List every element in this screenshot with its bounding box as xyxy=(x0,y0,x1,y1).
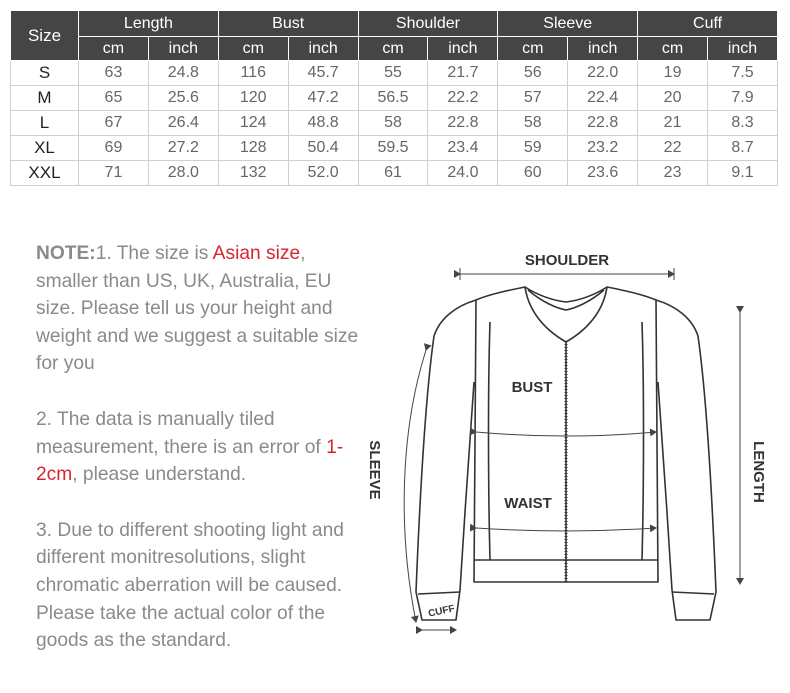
measurement-cell: 8.7 xyxy=(708,136,778,161)
sleeve-label: SLEEVE xyxy=(366,440,383,500)
size-cell: L xyxy=(11,111,79,136)
measurement-cell: 57 xyxy=(498,86,568,111)
waist-label: WAIST xyxy=(504,495,552,512)
size-cell: M xyxy=(11,86,79,111)
note-1-text-b: , smaller than US, UK, Australia, EU size. Please tell us your height and weight and we suggest a suitable size for you xyxy=(36,243,359,375)
unit-inch-header: inch xyxy=(288,37,358,61)
measurement-cell: 61 xyxy=(358,161,428,186)
measurement-cell: 26.4 xyxy=(148,111,218,136)
size-cell: XXL xyxy=(11,161,79,186)
note-1 xyxy=(36,240,366,378)
unit-cm-header: cm xyxy=(638,37,708,61)
measurement-cell: 71 xyxy=(79,161,149,186)
measurement-cell: 65 xyxy=(79,86,149,111)
size-cell: S xyxy=(11,61,79,86)
notes-block xyxy=(36,240,366,683)
measurement-arrows xyxy=(404,268,740,630)
note-3: 3. Due to different shooting light and different monitresolutions, slight chromatic aberration will be caused. Please take the actual color of the goods as the standard. xyxy=(36,519,344,652)
measurement-cell: 19 xyxy=(638,61,708,86)
measurement-cell: 58 xyxy=(358,111,428,136)
measurement-cell: 48.8 xyxy=(288,111,358,136)
unit-inch-header: inch xyxy=(148,37,218,61)
measurement-cell: 23.6 xyxy=(568,161,638,186)
measurement-cell: 45.7 xyxy=(288,61,358,86)
measurement-cell: 124 xyxy=(218,111,288,136)
measurement-cell: 22.8 xyxy=(568,111,638,136)
measurement-cell: 28.0 xyxy=(148,161,218,186)
shoulder-header: Shoulder xyxy=(358,11,498,37)
measurement-cell: 55 xyxy=(358,61,428,86)
note-2 xyxy=(36,406,366,489)
unit-cm-header: cm xyxy=(218,37,288,61)
measurement-cell: 22.2 xyxy=(428,86,498,111)
note-1-text-a: 1. The size is xyxy=(95,243,213,264)
table-units-header-row xyxy=(11,37,778,61)
measurement-cell: 60 xyxy=(498,161,568,186)
table-row xyxy=(11,61,778,86)
unit-inch-header: inch xyxy=(708,37,778,61)
note-2-text-b: , please understand. xyxy=(72,464,247,486)
measurement-cell: 67 xyxy=(79,111,149,136)
measurement-cell: 58 xyxy=(498,111,568,136)
table-row xyxy=(11,86,778,111)
measurement-cell: 27.2 xyxy=(148,136,218,161)
measurement-cell: 20 xyxy=(638,86,708,111)
measurement-cell: 21 xyxy=(638,111,708,136)
measurement-cell: 132 xyxy=(218,161,288,186)
table-row xyxy=(11,136,778,161)
size-chart-table xyxy=(10,10,778,186)
note-1-highlight: Asian size xyxy=(212,243,301,264)
size-column-header: Size xyxy=(11,11,79,61)
measurement-cell: 7.5 xyxy=(708,61,778,86)
measurement-cell: 59 xyxy=(498,136,568,161)
measurement-cell: 23.2 xyxy=(568,136,638,161)
unit-inch-header: inch xyxy=(568,37,638,61)
cuff-label: CUFF xyxy=(427,603,456,620)
note-2-highlight: 1-2cm xyxy=(36,436,344,486)
measurement-cell: 63 xyxy=(79,61,149,86)
measurement-cell: 22 xyxy=(638,136,708,161)
shoulder-label: SHOULDER xyxy=(524,252,610,269)
measurement-cell: 22.0 xyxy=(568,61,638,86)
note-2-text-a: 2. The data is manually tiled measurement, there is an error of xyxy=(36,408,327,458)
measurement-cell: 22.8 xyxy=(428,111,498,136)
measurement-cell: 69 xyxy=(79,136,149,161)
measurement-cell: 47.2 xyxy=(288,86,358,111)
measurement-cell: 116 xyxy=(218,61,288,86)
measurement-cell: 56 xyxy=(498,61,568,86)
measurement-cell: 56.5 xyxy=(358,86,428,111)
measurement-cell: 120 xyxy=(218,86,288,111)
bust-header: Bust xyxy=(218,11,358,37)
length-header: Length xyxy=(79,11,219,37)
table-row xyxy=(11,161,778,186)
jacket-measurement-diagram xyxy=(360,232,780,672)
measurement-cell: 21.7 xyxy=(428,61,498,86)
measurement-cell: 23 xyxy=(638,161,708,186)
measurement-cell: 128 xyxy=(218,136,288,161)
size-cell: XL xyxy=(11,136,79,161)
measurement-cell: 25.6 xyxy=(148,86,218,111)
table-body xyxy=(11,61,778,186)
length-label: LENGTH xyxy=(750,441,767,503)
measurement-cell: 52.0 xyxy=(288,161,358,186)
sleeve-header: Sleeve xyxy=(498,11,638,37)
table-row xyxy=(11,111,778,136)
unit-cm-header: cm xyxy=(79,37,149,61)
measurement-cell: 9.1 xyxy=(708,161,778,186)
note-label: NOTE: xyxy=(36,243,96,264)
measurement-cell: 8.3 xyxy=(708,111,778,136)
bust-label: BUST xyxy=(511,379,553,396)
measurement-cell: 7.9 xyxy=(708,86,778,111)
measurement-cell: 23.4 xyxy=(428,136,498,161)
unit-inch-header: inch xyxy=(428,37,498,61)
unit-cm-header: cm xyxy=(498,37,568,61)
measurement-cell: 59.5 xyxy=(358,136,428,161)
cuff-header: Cuff xyxy=(638,11,778,37)
measurement-cell: 24.0 xyxy=(428,161,498,186)
unit-cm-header: cm xyxy=(358,37,428,61)
measurement-cell: 24.8 xyxy=(148,61,218,86)
table-group-header-row xyxy=(11,11,778,37)
measurement-cell: 50.4 xyxy=(288,136,358,161)
measurement-cell: 22.4 xyxy=(568,86,638,111)
